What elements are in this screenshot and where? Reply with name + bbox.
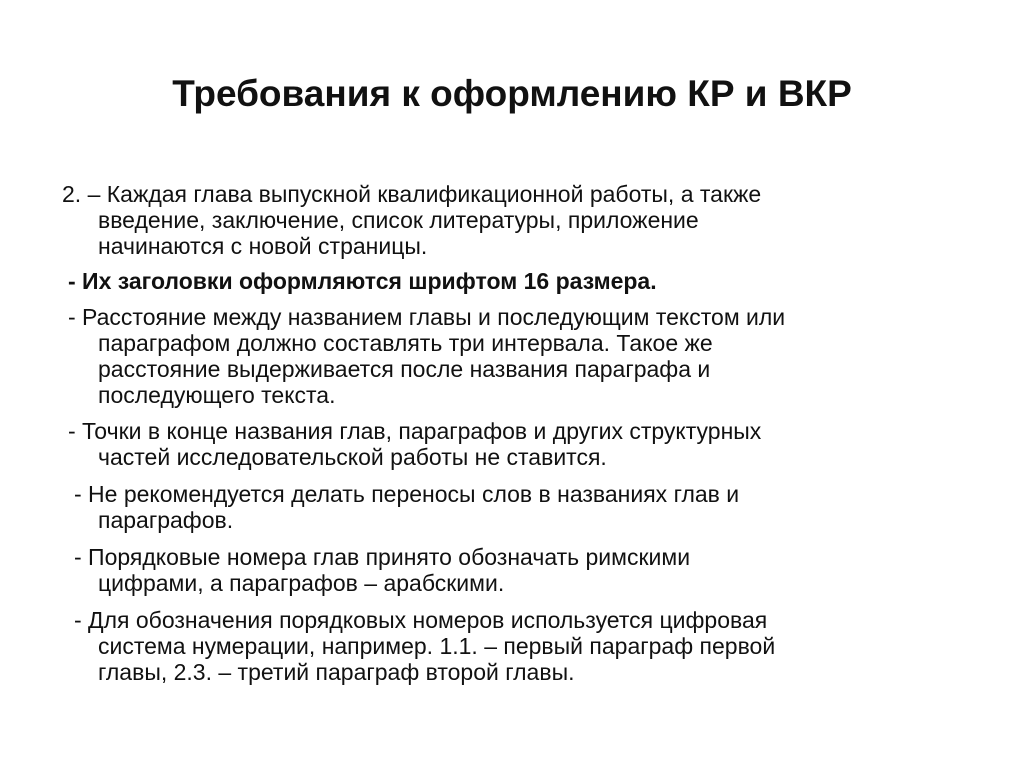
paragraph-line: - Для обозначения порядковых номеров используется цифровая xyxy=(74,607,768,633)
paragraph-line: - Их заголовки оформляются шрифтом 16 размера. xyxy=(68,268,657,294)
paragraph-line: введение, заключение, список литературы, приложение xyxy=(98,207,699,233)
paragraph-line: - Порядковые номера глав принято обозначать римскими xyxy=(74,544,691,570)
paragraph-line: главы, 2.3. – третий параграф второй главы. xyxy=(98,659,575,685)
paragraph-line: 2. – Каждая глава выпускной квалификационной работы, а также xyxy=(62,181,762,207)
paragraph-numbering-system xyxy=(0,607,1024,685)
paragraph-no-hyphenation xyxy=(0,481,1024,533)
slide-title: Требования к оформлению КР и ВКР xyxy=(172,73,852,114)
paragraph-line: параграфов. xyxy=(98,507,234,533)
paragraph-chapter-new-page xyxy=(0,181,1024,259)
paragraph-line: - Точки в конце названия глав, параграфов и других структурных xyxy=(68,418,762,444)
paragraph-line: параграфом должно составлять три интервала. Такое же xyxy=(98,330,713,356)
paragraph-spacing xyxy=(0,304,1024,408)
paragraph-roman-numerals xyxy=(0,544,1024,596)
paragraph-line: - Расстояние между названием главы и последующим текстом или xyxy=(68,304,786,330)
paragraph-line: начинаются с новой страницы. xyxy=(98,233,428,259)
paragraph-line: цифрами, а параграфов – арабскими. xyxy=(98,570,505,596)
paragraph-line: система нумерации, например. 1.1. – первый параграф первой xyxy=(98,633,776,659)
slide-body xyxy=(0,181,1024,685)
paragraph-line: - Не рекомендуется делать переносы слов в названиях глав и xyxy=(74,481,740,507)
paragraph-no-periods xyxy=(0,418,1024,470)
paragraph-line: последующего текста. xyxy=(98,382,336,408)
paragraph-line: частей исследовательской работы не ставится. xyxy=(98,444,607,470)
paragraph-headings-font-size xyxy=(0,268,1024,294)
paragraph-line: расстояние выдерживается после названия параграфа и xyxy=(98,356,711,382)
